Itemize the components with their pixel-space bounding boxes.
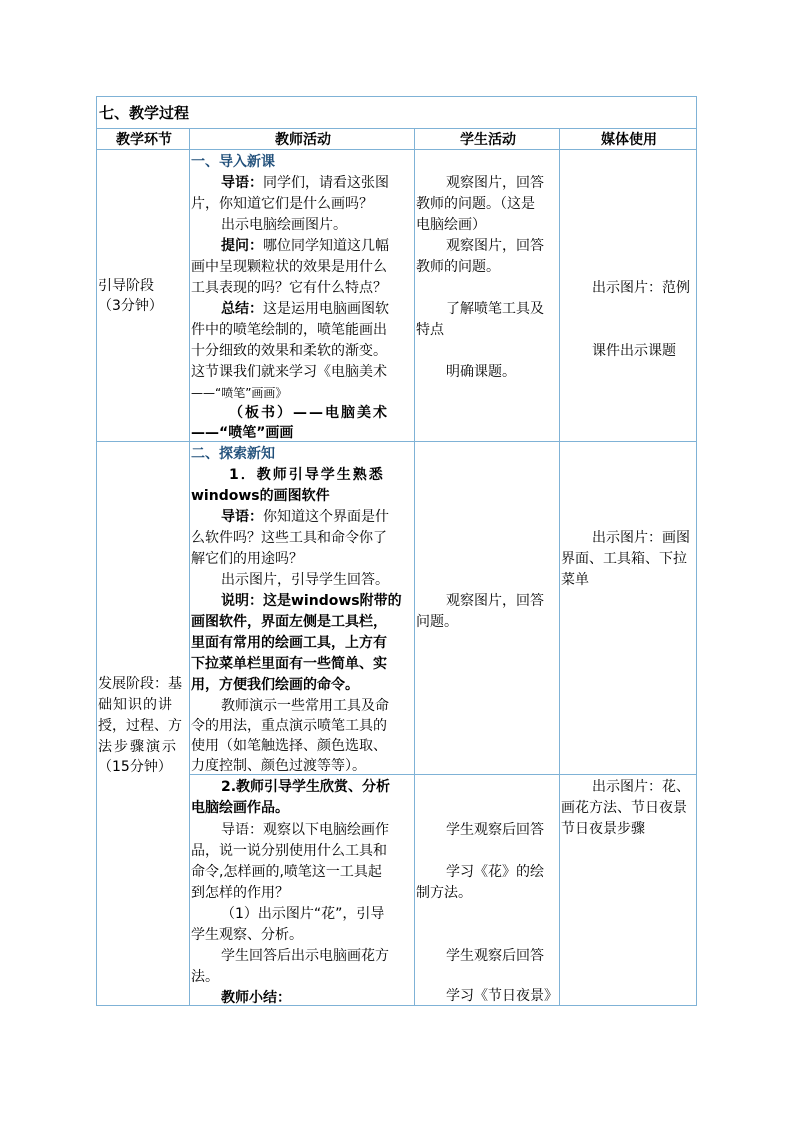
header-media: 媒体使用 [601,132,657,148]
row2-media-cell [559,442,697,775]
row1-teacher-line: 十分细致的效果和柔软的渐变。 [191,343,387,359]
row1-teacher-line: ——“喷笔”画画》 [191,386,288,400]
row2-teacher-line: 里面有常用的绘画工具，上方有 [191,635,387,651]
row1-student-line: 观察图片，回答 [446,175,544,191]
row2-label-daoyu: 导语： [221,509,263,525]
row2-teacher-line: 力度控制、颜色过渡等等）。 [191,758,366,774]
row1-student-line: 教师的问题。（这是 [416,196,535,212]
row2-media-line: 出示图片：画图 [592,530,690,546]
row2-teacher-subheading: 1．教师引导学生熟悉 [229,467,385,483]
row1-teacher-text: 哪位同学知道这几幅 [263,238,389,254]
row2-student-line: 观察图片，回答 [446,593,544,609]
row1-teacher-text: 同学们，请看这张图 [263,175,389,191]
row1-teacher-blackboard: （板书）——电脑美术 [229,405,389,421]
row1-teacher-blackboard-2: ——“喷笔”画画 [191,425,294,441]
row3-teacher-line: 导语：观察以下电脑绘画作 [221,822,389,838]
row2-teacher-line: 令的用法，重点演示喷笔工具的 [191,718,387,734]
row1-teacher-line: 件中的喷笔绘制的，喷笔能画出 [191,322,387,338]
row3-teacher-line: 法。 [191,969,219,985]
row1-stage-line: 引导阶段 [98,278,154,294]
row3-student-line: 制方法。 [416,885,472,901]
row2-teacher-heading: 二、探索新知 [191,446,275,462]
header-cell-teacher [189,128,415,150]
row2-teacher-line: 使用（如笔触选择、颜色选取、 [191,738,387,754]
row3-teacher-line: 到怎样的作用？ [191,885,289,901]
header-student: 学生活动 [460,132,516,148]
section-title: 七、教学过程 [99,104,190,122]
row3-student-line: 学习《节日夜景》 [446,988,558,1004]
row2-stage-line: 础知识的讲 [98,697,173,713]
row1-student-line: 特点 [416,322,444,338]
row1-label-zongjie: 总结： [221,301,263,317]
row1-student-line: 教师的问题。 [416,259,500,275]
row1-label-tiwen: 提问： [221,238,263,254]
header-teacher: 教师活动 [275,132,331,148]
row2-teacher-line: 教师演示一些常用工具及命 [221,698,389,714]
row2-stage-line: 授，过程、方 [98,718,182,734]
row2-teacher-line: 画图软件，界面左侧是工具栏， [191,614,387,630]
row1-student-line: 了解喷笔工具及 [446,301,544,317]
row1-label-daoyu: 导语： [221,175,263,191]
row1-teacher-line: 出示电脑绘画图片。 [221,217,347,233]
row1-student-line: 观察图片，回答 [446,238,544,254]
row2-student-line: 问题。 [416,614,458,630]
row2-media-line: 菜单 [561,572,589,588]
row3-student-line: 学习《花》的绘 [446,864,544,880]
row1-media-line: 出示图片：范例 [592,280,690,296]
row2-stage-line: （15分钟） [98,759,172,775]
row1-teacher-line: 片，你知道它们是什么画吗？ [191,196,373,212]
row3-student-line: 学生观察后回答 [446,948,544,964]
row2-teacher-line: 说明：这是windows附带的 [221,593,402,609]
header-cell-stage [96,128,190,150]
row3-media-line: 画花方法、节日夜景 [561,800,687,816]
row1-student-line: 电脑绘画） [416,217,486,233]
row2-stage-line: 发展阶段：基 [98,676,182,692]
row3-teacher-summary: 教师小结： [221,990,291,1006]
row1-student-line: 明确课题。 [446,364,516,380]
row1-teacher-heading: 一、导入新课 [191,154,275,170]
row3-teacher-line: 学生回答后出示电脑画花方 [221,948,389,964]
row2-teacher-line: 用，方便我们绘画的命令。 [191,677,359,693]
row2-teacher-line: 么软件吗？这些工具和命令你了 [191,530,387,546]
row2-teacher-subheading-2: windows的画图软件 [191,488,330,504]
row1-teacher-line: 这节课我们就来学习《电脑美术 [191,364,387,380]
row1-teacher-line: 画中呈现颗粒状的效果是用什么 [191,259,387,275]
row3-media-line: 节日夜景步骤 [561,821,645,837]
row3-teacher-subheading: 2.教师引导学生欣赏、分析 [221,779,391,795]
row3-teacher-line: 品，说一说分别使用什么工具和 [191,843,387,859]
row1-media-line: 课件出示课题 [592,343,676,359]
row2-teacher-text: 你知道这个界面是什 [263,509,389,525]
row3-teacher-line: （1）出示图片“花”，引导 [221,906,385,922]
row3-student-line: 学生观察后回答 [446,822,544,838]
row2-teacher-line: 下拉菜单栏里面有一些简单、实 [191,656,387,672]
section-title-cell [96,96,697,128]
row2-teacher-line: 出示图片，引导学生回答。 [221,572,389,588]
row3-teacher-line: 命令,怎样画的,喷笔这一工具起 [191,864,382,880]
row3-teacher-subheading-2: 电脑绘画作品。 [191,800,289,816]
row2-teacher-line: 解它们的用途吗？ [191,551,303,567]
header-cell-media [559,128,697,150]
row2-media-line: 界面、工具箱、下拉 [561,551,687,567]
header-cell-student [414,128,560,150]
row3-media-line: 出示图片：花、 [592,779,690,795]
header-stage: 教学环节 [116,132,172,148]
row3-teacher-line: 学生观察、分析。 [191,927,303,943]
row1-stage-line: （3分钟） [98,298,163,314]
row1-teacher-text: 这是运用电脑画图软 [263,301,389,317]
row1-teacher-line: 工具表现的吗？它有什么特点？ [191,280,387,296]
row2-stage-line: 法步骤演示 [98,739,178,755]
